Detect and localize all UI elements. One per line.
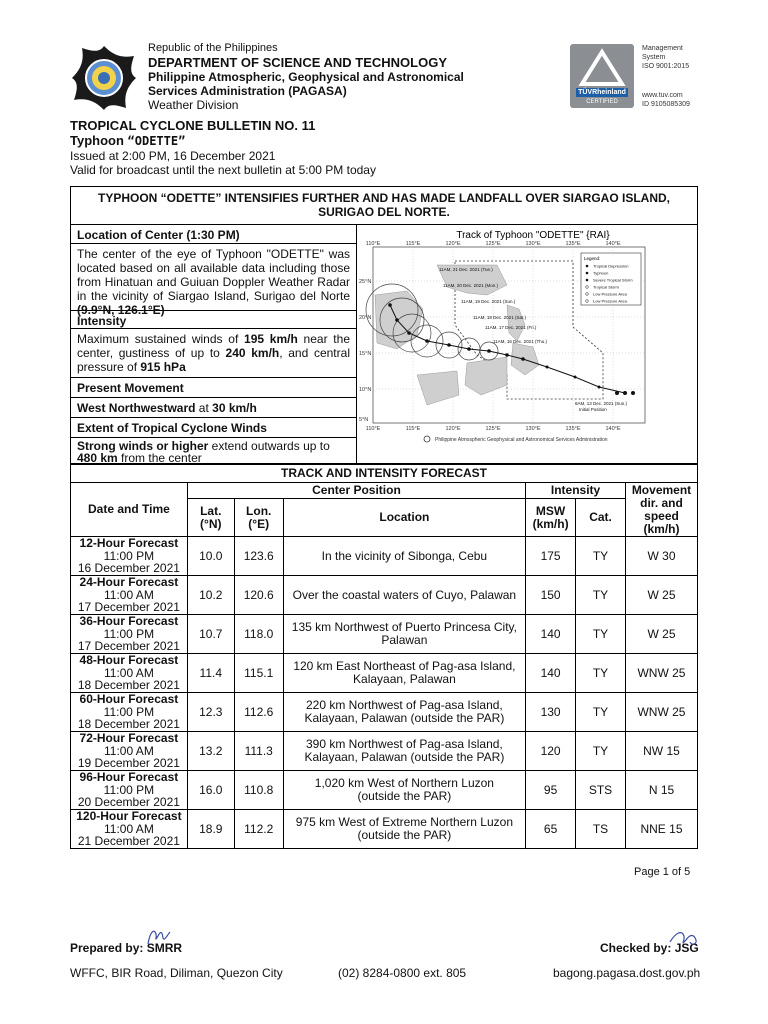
table-row (71, 732, 698, 771)
issued-time: Issued at 2:00 PM, 16 December 2021 (70, 149, 276, 163)
forecast-date: 17 December 2021 (77, 639, 180, 654)
prepared-name: SMRR (146, 941, 183, 955)
forecast-category: TY (576, 654, 626, 693)
phone: (02) 8284-0800 ext. 805 (338, 966, 467, 980)
lat-label: 10°N (359, 387, 372, 393)
forecast-datetime (71, 615, 188, 654)
forecast-label: 72-Hour Forecast (79, 731, 179, 746)
bulletin-info (70, 118, 490, 177)
table-row (71, 576, 698, 615)
agency-name-line2: Services Administration (PAGASA) (148, 84, 347, 98)
lon-label: 125°E (485, 426, 501, 432)
forecast-location-line2: Kalayaan, Palawan (outside the PAR) (304, 711, 505, 725)
forecast-category: TY (576, 693, 626, 732)
extent-t2: from the center (117, 451, 202, 465)
location-text (71, 244, 356, 317)
forecast-location (283, 693, 525, 732)
lon-label: 135°E (565, 241, 581, 247)
forecast-location (283, 654, 525, 693)
valid-until: Valid for broadcast until the next bulletin at 5:00 PM today (70, 163, 376, 177)
col-intensity: Intensity (526, 483, 626, 499)
forecast-datetime (71, 810, 188, 849)
forecast-date: 17 December 2021 (77, 600, 180, 615)
track-label: 8AM, 13 Dec. 2021 (Sun.) (575, 401, 628, 406)
lon-label: 140°E (605, 241, 621, 247)
forecast-location-line1: 120 km East Northeast of Pag-asa Island, (293, 659, 516, 673)
map-lon-labels-bottom (366, 426, 621, 432)
prepared-label: Prepared by: (70, 941, 147, 955)
forecast-category: TY (576, 732, 626, 771)
forecast-location-line2: Kalayaan, Palawan (outside the PAR) (304, 750, 505, 764)
pagasa-logo (70, 44, 138, 112)
lon-label: 115°E (405, 241, 421, 247)
table-row (71, 693, 698, 732)
typhoon-prefix: Typhoon (70, 133, 128, 148)
lat-label: 15°N (359, 351, 372, 357)
legend-item: Typhoon (593, 270, 609, 276)
forecast-datetime (71, 576, 188, 615)
forecast-datetime (71, 654, 188, 693)
website: bagong.pagasa.dost.gov.ph (553, 966, 701, 980)
situation-box (70, 186, 698, 464)
legend-item: Low Pressure Area (593, 298, 627, 304)
forecast-msw: 120 (526, 732, 576, 771)
forecast-datetime (71, 693, 188, 732)
intensity-heading: Intensity (71, 311, 356, 329)
forecast-lon: 123.6 (234, 537, 283, 576)
movement-heading: Present Movement (71, 378, 356, 398)
forecast-date: 19 December 2021 (77, 756, 180, 771)
forecast-location-line2: (outside the PAR) (357, 828, 452, 842)
forecast-location-line2: Palawan (381, 633, 428, 647)
extent-t1: extend outwards up to (208, 439, 330, 453)
track-label: 11AM, 16 Dec. 2021 (Thu.) (493, 339, 547, 344)
lon-label: 120°E (445, 241, 461, 247)
col-msw: MSW (km/h) (526, 499, 576, 537)
forecast-msw: 65 (526, 810, 576, 849)
forecast-lon: 118.0 (234, 615, 283, 654)
forecast-label: 36-Hour Forecast (79, 614, 179, 629)
forecast-category: TY (576, 576, 626, 615)
forecast-lon: 111.3 (234, 732, 283, 771)
forecast-time: 11:00 PM (103, 704, 155, 719)
address: WFFC, BIR Road, Diliman, Quezon City (70, 966, 283, 980)
cert-id: ID 9105085309 (642, 101, 690, 108)
forecast-movement: W 25 (625, 576, 697, 615)
col-lat: Lat. (°N) (187, 499, 234, 537)
forecast-time: 11:00 PM (103, 548, 155, 563)
forecast-msw: 95 (526, 771, 576, 810)
forecast-movement: NW 15 (625, 732, 697, 771)
forecast-lon: 112.2 (234, 810, 283, 849)
map-legend (581, 253, 641, 305)
table-row (71, 771, 698, 810)
lon-label: 140°E (605, 426, 621, 432)
page-number: Page 1 of 5 (634, 866, 691, 878)
forecast-lon: 110.8 (234, 771, 283, 810)
forecast-msw: 140 (526, 615, 576, 654)
forecast-date: 16 December 2021 (77, 561, 180, 576)
forecast-lon: 115.1 (234, 654, 283, 693)
checked-name: JSG (674, 941, 699, 955)
col-center: Center Position (187, 483, 525, 499)
lon-label: 110°E (365, 426, 381, 432)
forecast-location-line1: 135 km Northwest of Puerto Princesa City, (291, 620, 517, 634)
forecast-msw: 130 (526, 693, 576, 732)
lon-label: 120°E (445, 426, 461, 432)
lat-label: 5°N (359, 417, 369, 423)
forecast-location-line1: Over the coastal waters of Cuyo, Palawan (292, 587, 517, 602)
forecast-location-line1: 975 km West of Extreme Northern Luzon (295, 815, 513, 829)
cert-system: System (642, 54, 666, 61)
forecast-lat: 16.0 (187, 771, 234, 810)
forecast-movement: W 30 (625, 537, 697, 576)
lon-label: 125°E (485, 241, 501, 247)
forecast-category: TY (576, 537, 626, 576)
map-footer: Philippine Atmospheric Geophysical and Astronomical Services Administration (435, 437, 608, 443)
intensity-t1: Maximum sustained winds of (77, 332, 245, 346)
map-title: Track of Typhoon "ODETTE" {RAI} (456, 230, 610, 241)
forecast-movement: W 25 (625, 615, 697, 654)
legend-item: Tropical Depression (593, 263, 629, 269)
forecast-location (283, 576, 525, 615)
forecast-lat: 18.9 (187, 810, 234, 849)
forecast-label: 12-Hour Forecast (79, 536, 179, 551)
forecast-lat: 10.2 (187, 576, 234, 615)
track-label: 11AM, 21 Dec. 2021 (Tue.) (439, 267, 493, 272)
extent-bold: Strong winds or higher (77, 439, 209, 453)
forecast-date: 18 December 2021 (77, 717, 180, 732)
intensity-text (71, 329, 356, 378)
forecast-msw: 150 (526, 576, 576, 615)
forecast-movement: WNW 25 (625, 693, 697, 732)
forecast-rows (71, 537, 698, 849)
prepared-signature (144, 926, 172, 948)
col-lon: Lon. (°E) (234, 499, 283, 537)
extent-text (71, 438, 356, 463)
department-name: DEPARTMENT OF SCIENCE AND TECHNOLOGY (148, 55, 448, 70)
extent-heading: Extent of Tropical Cyclone Winds (71, 418, 356, 438)
forecast-date: 20 December 2021 (77, 795, 180, 810)
forecast-location (283, 537, 525, 576)
division-name: Weather Division (148, 98, 239, 112)
lat-label: 25°N (359, 279, 372, 285)
republic-label: Republic of the Philippines (148, 42, 278, 54)
forecast-location (283, 810, 525, 849)
forecast-location-line1: In the vicinity of Sibonga, Cebu (321, 548, 488, 563)
lon-label: 115°E (405, 426, 421, 432)
location-coords: (9.9°N, 126.1°E) (77, 303, 165, 317)
forecast-table (70, 464, 698, 849)
legend-item: Severe Tropical Storm (593, 277, 633, 283)
forecast-location (283, 732, 525, 771)
lon-label: 130°E (525, 241, 541, 247)
movement-speed: 30 km/h (212, 401, 257, 415)
forecast-time: 11:00 PM (103, 782, 155, 797)
map-lon-labels (366, 241, 621, 247)
iso-certification (570, 44, 702, 110)
forecast-category: TS (576, 810, 626, 849)
forecast-time: 11:00 AM (104, 743, 154, 758)
table-row (71, 654, 698, 693)
lat-label: 20°N (359, 315, 372, 321)
table-row (71, 537, 698, 576)
checked-label: Checked by: (600, 941, 675, 955)
forecast-movement: N 15 (625, 771, 697, 810)
forecast-lon: 112.6 (234, 693, 283, 732)
current-status (71, 225, 357, 463)
col-movement: Movement dir. and speed (km/h) (625, 483, 697, 537)
forecast-time: 11:00 AM (104, 821, 154, 836)
forecast-lon: 120.6 (234, 576, 283, 615)
cert-management: Management (642, 45, 683, 52)
headline-line1: TYPHOON “ODETTE” INTENSIFIES FURTHER AND HAS MADE LANDFALL OVER SIARGAO ISLAND, (97, 191, 671, 205)
table-row (71, 810, 698, 849)
track-map (357, 225, 697, 463)
forecast-label: 48-Hour Forecast (79, 653, 179, 668)
forecast-movement: WNW 25 (625, 654, 697, 693)
extent-radius: 480 km (77, 451, 118, 465)
table-row (71, 615, 698, 654)
map-lat-labels (359, 279, 371, 423)
intensity-pressure: 915 hPa (140, 360, 186, 374)
forecast-location-line1: 220 km Northwest of Pag-asa Island, (306, 698, 503, 712)
col-cat: Cat. (576, 499, 626, 537)
forecast-location-line1: 390 km Northwest of Pag-asa Island, (306, 737, 503, 751)
forecast-location-line2: (outside the PAR) (357, 789, 452, 803)
cert-details (642, 44, 690, 109)
intensity-gust: 240 km/h (225, 346, 280, 360)
forecast-date: 18 December 2021 (77, 678, 180, 693)
track-label: 11AM, 20 Dec. 2021 (Mon.) (443, 283, 498, 288)
forecast-datetime (71, 537, 188, 576)
forecast-location-line2: Kalayaan, Palawan (353, 672, 456, 686)
forecast-lat: 10.0 (187, 537, 234, 576)
agency-name-line1: Philippine Atmospheric, Geophysical and Astronomical (148, 70, 464, 84)
movement-at: at (195, 401, 213, 415)
tuv-certified: CERTIFIED (586, 99, 618, 105)
checked-signature (668, 928, 700, 950)
intensity-msw: 195 km/h (244, 332, 298, 346)
legend-item: Low Pressure Area (593, 291, 627, 297)
track-label: Initial Position (579, 407, 607, 412)
forecast-lat: 11.4 (187, 654, 234, 693)
forecast-movement: NNE 15 (625, 810, 697, 849)
forecast-label: 96-Hour Forecast (79, 770, 179, 785)
movement-direction: West Northwestward (77, 401, 196, 415)
lon-label: 130°E (525, 426, 541, 432)
forecast-datetime (71, 732, 188, 771)
cert-iso: ISO 9001:2015 (642, 63, 690, 70)
movement-text (71, 398, 356, 418)
forecast-lat: 13.2 (187, 732, 234, 771)
forecast-category: STS (576, 771, 626, 810)
forecast-label: 120-Hour Forecast (76, 809, 182, 824)
forecast-category: TY (576, 615, 626, 654)
location-heading: Location of Center (1:30 PM) (71, 225, 356, 244)
headline (71, 187, 697, 225)
forecast-msw: 140 (526, 654, 576, 693)
forecast-time: 11:00 PM (103, 626, 155, 641)
forecast-label: 24-Hour Forecast (79, 575, 179, 590)
pagasa-mini-icon (424, 436, 430, 442)
forecast-title: TRACK AND INTENSITY FORECAST (71, 465, 698, 483)
tuv-badge (570, 44, 634, 108)
lon-label: 110°E (365, 241, 381, 247)
track-label: 11AM, 17 Dec. 2021 (Fri.) (485, 325, 537, 330)
headline-line2: SURIGAO DEL NORTE. (318, 205, 450, 219)
location-description: The center of the eye of Typhoon "ODETTE" was located based on all available data including those from Hinatuan and Guiuan Doppler Weather Radar in the vicinity of Siargao Island, Surigao del Norte (77, 247, 350, 303)
bulletin-title: TROPICAL CYCLONE BULLETIN NO. 11 (70, 118, 316, 133)
forecast-location (283, 771, 525, 810)
legend-item: Tropical Storm (593, 284, 619, 290)
forecast-time: 11:00 AM (104, 587, 154, 602)
intensity-t2: near the center, gustiness of up to (77, 332, 350, 360)
forecast-msw: 175 (526, 537, 576, 576)
agency-header (148, 42, 568, 112)
cert-url: www.tuv.com (642, 92, 683, 99)
intensity-t3: , and central pressure of (77, 346, 350, 374)
legend-title: Legend: (584, 256, 601, 261)
track-label: 11AM, 19 Dec. 2021 (Sun.) (461, 299, 516, 304)
col-datetime: Date and Time (71, 483, 188, 537)
forecast-label: 60-Hour Forecast (79, 692, 179, 707)
forecast-location (283, 615, 525, 654)
typhoon-name-line (70, 133, 490, 149)
tuv-brand: TÜVRheinland (578, 89, 626, 96)
forecast-lat: 10.7 (187, 615, 234, 654)
forecast-date: 21 December 2021 (77, 834, 180, 849)
forecast-lat: 12.3 (187, 693, 234, 732)
track-label: 11AM, 18 Dec. 2021 (Sat.) (473, 315, 526, 320)
col-location: Location (283, 499, 525, 537)
forecast-location-line1: 1,020 km West of Northern Luzon (314, 776, 494, 790)
forecast-datetime (71, 771, 188, 810)
typhoon-name: “ODETTE” (127, 134, 186, 148)
forecast-time: 11:00 AM (104, 665, 154, 680)
lon-label: 135°E (565, 426, 581, 432)
